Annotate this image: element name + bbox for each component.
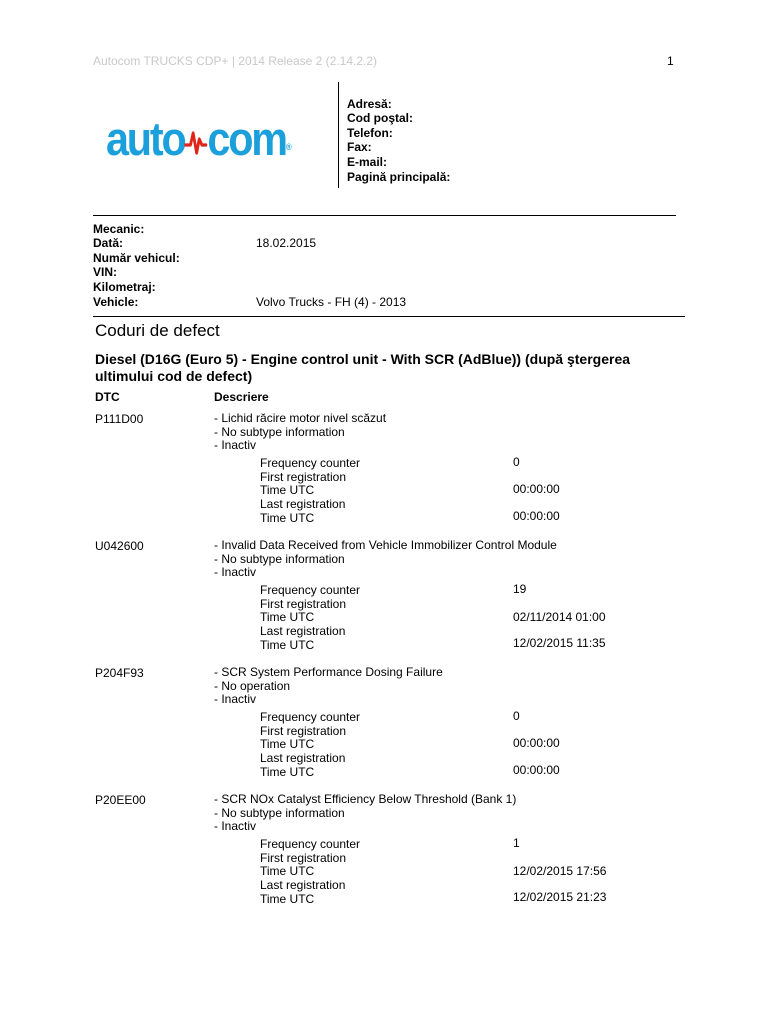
address-label: Adresă: [347, 97, 392, 111]
first-time-utc-label: Time UTC [260, 483, 315, 497]
frequency-counter-label: Frequency counter [260, 583, 361, 597]
dtc-description: - Lichid răcire motor nivel scăzut [214, 411, 387, 425]
section-title: Coduri de defect [95, 321, 220, 340]
last-time-utc-value: 00:00:00 [513, 763, 560, 777]
frequency-counter-label: Frequency counter [260, 456, 361, 470]
frequency-counter-label: Frequency counter [260, 837, 361, 851]
first-time-utc-value: 00:00:00 [513, 482, 560, 496]
dtc-subtype: - No subtype information [214, 806, 345, 820]
dtc-entry [0, 412, 768, 542]
dtc-status: - Inactiv [214, 692, 257, 706]
logo-text-left: auto [106, 112, 185, 165]
last-time-utc-label: Time UTC [260, 511, 315, 525]
first-time-utc-value: 02/11/2014 01:00 [513, 610, 606, 624]
first-time-utc-value: 12/02/2015 17:56 [513, 864, 607, 878]
last-time-utc-value: 12/02/2015 21:23 [513, 890, 607, 904]
vehicle-number-label: Număr vehicul: [93, 251, 180, 265]
first-time-utc-label: Time UTC [260, 864, 315, 878]
dtc-entry [0, 539, 768, 669]
dtc-entry [0, 793, 768, 923]
first-registration-label: First registration [260, 470, 347, 484]
page-number: 1 [667, 54, 674, 68]
mileage-label: Kilometraj: [93, 280, 156, 294]
last-registration-label: Last registration [260, 751, 346, 765]
email-label: E-mail: [347, 155, 388, 169]
dtc-status: - Inactiv [214, 438, 257, 452]
first-time-utc-value: 00:00:00 [513, 736, 560, 750]
last-registration-label: Last registration [260, 624, 346, 638]
vehicle-label: Vehicle: [93, 295, 139, 309]
date-value: 18.02.2015 [256, 236, 317, 250]
dtc-code: U042600 [95, 539, 144, 553]
last-time-utc-value: 00:00:00 [513, 509, 560, 523]
last-time-utc-label: Time UTC [260, 765, 315, 779]
divider-top [93, 215, 676, 216]
last-time-utc-label: Time UTC [260, 638, 315, 652]
document-header-title: Autocom TRUCKS CDP+ | 2014 Release 2 (2.14.2.2) [93, 54, 378, 68]
first-registration-label: First registration [260, 851, 347, 865]
dtc-status: - Inactiv [214, 819, 257, 833]
first-registration-label: First registration [260, 724, 347, 738]
phone-label: Telefon: [347, 126, 393, 140]
first-registration-label: First registration [260, 597, 347, 611]
postal-code-label: Cod poştal: [347, 111, 413, 125]
ecu-title: Diesel (D16G (Euro 5) - Engine control unit - With SCR (AdBlue)) (după ştergerea ultimului cod de defect) [95, 351, 631, 384]
frequency-counter-value: 0 [513, 455, 520, 469]
dtc-subtype: - No subtype information [214, 552, 345, 566]
date-label: Dată: [93, 236, 124, 250]
logo-pulse-icon [185, 119, 208, 159]
last-time-utc-value: 12/02/2015 11:35 [513, 636, 606, 650]
frequency-counter-value: 19 [513, 582, 527, 596]
vin-label: VIN: [93, 265, 117, 279]
fax-label: Fax: [347, 140, 372, 154]
logo-registered-mark: ® [285, 142, 290, 152]
logo-text-right: com [207, 112, 286, 165]
frequency-counter-value: 1 [513, 836, 520, 850]
divider-section [93, 316, 685, 317]
dtc-code: P111D00 [95, 412, 144, 426]
dtc-description: - Invalid Data Received from Vehicle Immobilizer Control Module [214, 538, 557, 552]
last-registration-label: Last registration [260, 878, 346, 892]
first-time-utc-label: Time UTC [260, 737, 315, 751]
header-divider [338, 82, 339, 188]
frequency-counter-label: Frequency counter [260, 710, 361, 724]
column-header-dtc: DTC [95, 390, 120, 404]
dtc-code: P20EE00 [95, 793, 146, 807]
homepage-label: Pagină principală: [347, 170, 451, 184]
dtc-status: - Inactiv [214, 565, 257, 579]
first-time-utc-label: Time UTC [260, 610, 315, 624]
dtc-subtype: - No operation [214, 679, 291, 693]
dtc-code: P204F93 [95, 666, 144, 680]
frequency-counter-value: 0 [513, 709, 520, 723]
autocom-logo [106, 113, 331, 165]
dtc-entry [0, 666, 768, 796]
vehicle-value: Volvo Trucks - FH (4) - 2013 [256, 295, 407, 309]
dtc-description: - SCR System Performance Dosing Failure [214, 665, 443, 679]
last-time-utc-label: Time UTC [260, 892, 315, 906]
mechanic-label: Mecanic: [93, 222, 145, 236]
column-header-description: Descriere [214, 390, 269, 404]
last-registration-label: Last registration [260, 497, 346, 511]
dtc-subtype: - No subtype information [214, 425, 345, 439]
dtc-description: - SCR NOx Catalyst Efficiency Below Threshold (Bank 1) [214, 792, 517, 806]
